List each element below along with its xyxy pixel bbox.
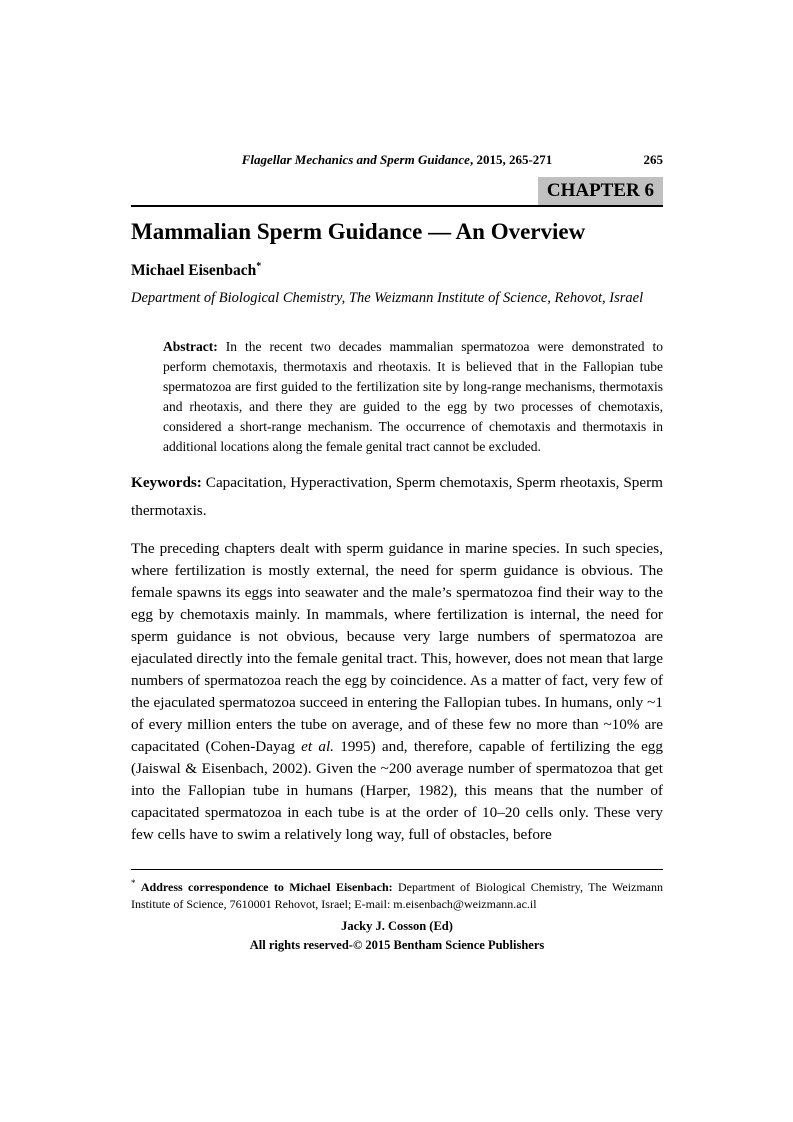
body-paragraph bbox=[131, 538, 663, 846]
author-correspondence-mark: * bbox=[256, 261, 262, 272]
keywords-section bbox=[131, 469, 663, 525]
abstract-text: In the recent two decades mammalian spermatozoa were demonstrated to perform chemotaxis, thermotaxis and rheotaxis. It is believed that in the Fallopian tube spermatozoa are first guided to the fertilization site by long-range mechanisms, thermotaxis and rheotaxis, and there they are guided to the egg by two processes of chemotaxis, considered a short-range mechanism. The occurrence of chemotaxis and thermotaxis in additional locations along the female genital tract cannot be excluded. bbox=[163, 339, 663, 454]
footer-rights: All rights reserved-© 2015 Bentham Science Publishers bbox=[249, 937, 545, 952]
running-header bbox=[131, 152, 663, 168]
abstract-label: Abstract: bbox=[163, 339, 218, 354]
footnote-mark: * bbox=[131, 878, 136, 888]
page-content bbox=[131, 0, 663, 1122]
footnote-rule bbox=[131, 869, 663, 870]
chapter-badge: CHAPTER 6 bbox=[538, 177, 663, 205]
footer-editor: Jacky J. Cosson (Ed) bbox=[341, 919, 453, 933]
running-header-journal: Flagellar Mechanics and Sperm Guidance bbox=[241, 152, 470, 167]
publisher-footer bbox=[131, 917, 663, 954]
footnote-label: Address correspondence to Michael Eisenbach: bbox=[140, 880, 393, 894]
header-rule bbox=[131, 205, 663, 207]
page-number: 265 bbox=[643, 152, 663, 167]
author-name: Michael Eisenbach bbox=[131, 262, 257, 280]
page-title: Mammalian Sperm Guidance — An Overview bbox=[131, 219, 586, 244]
correspondence-footnote bbox=[131, 875, 663, 912]
keywords-label: Keywords: bbox=[131, 474, 202, 491]
body-text-part2: 1995) and, therefore, capable of fertilizing the egg (Jaiswal & Eisenbach, 2002). Given the ~200 average number of spermatozoa that get into the Fallopian tube in humans (Harper, 1982), this means that the number of capacitated spermatozoa in each tube is at the order of 10–20 cells only. These very few cells have to swim a relatively long way, full of obstacles, before bbox=[131, 738, 663, 843]
keywords-text: Capacitation, Hyperactivation, Sperm chemotaxis, Sperm rheotaxis, Sperm thermotaxis. bbox=[131, 474, 663, 519]
author-affiliation: Department of Biological Chemistry, The Weizmann Institute of Science, Rehovot, Israel bbox=[131, 290, 644, 306]
body-text-italic: et al. bbox=[301, 738, 334, 755]
author-line bbox=[131, 261, 261, 280]
abstract-section bbox=[163, 337, 663, 457]
body-text-part1: The preceding chapters dealt with sperm guidance in marine species. In such species, where fertilization is mostly external, the need for sperm guidance is obvious. The female spawns its eggs into seawater and the male’s spermatozoa find their way to the egg by chemotaxis mainly. In mammals, where fertilization is internal, the need for sperm guidance is not obvious, because very large numbers of spermatozoa are ejaculated directly into the female genital tract. This, however, does not mean that large numbers of spermatozoa reach the egg by coincidence. As a matter of fact, very few of the ejaculated spermatozoa succeed in entering the Fallopian tubes. In humans, only ~1 of every million enters the tube on average, and of these few no more than ~10% are capacitated (Cohen-Dayag bbox=[131, 540, 663, 755]
running-header-citation: , 2015, 265-271 bbox=[469, 152, 553, 167]
footnote-text: Department of Biological Chemistry, The Weizmann Institute of Science, 7610001 Rehovot, Israel; E-mail: m.eisenbach@weizmann.ac.il bbox=[131, 880, 664, 911]
